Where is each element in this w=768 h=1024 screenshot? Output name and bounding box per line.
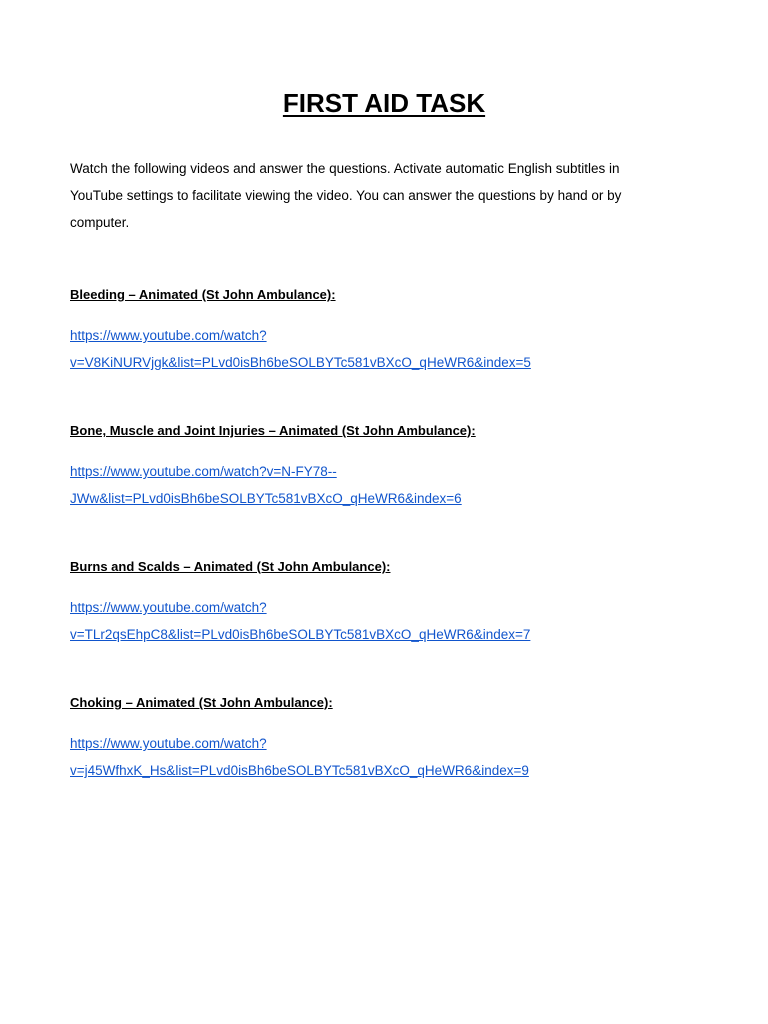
section-heading: Choking – Animated (St John Ambulance):	[70, 695, 333, 710]
page-title: FIRST AID TASK	[282, 88, 486, 118]
section-burns-scalds	[70, 558, 690, 648]
link-line-1[interactable]: https://www.youtube.com/watch?	[70, 600, 267, 615]
video-link-choking[interactable]	[70, 730, 540, 784]
link-line-1[interactable]: https://www.youtube.com/watch?	[70, 736, 267, 751]
section-heading: Bleeding – Animated (St John Ambulance):	[70, 287, 336, 302]
link-line-1[interactable]: https://www.youtube.com/watch?v=N-FY78--	[70, 464, 337, 479]
section-bleeding	[70, 286, 690, 376]
link-line-2[interactable]: v=TLr2qsEhpC8&list=PLvd0isBh6beSOLBYTc581vBXcO_qHeWR6&index=7	[70, 627, 531, 642]
intro-paragraph: Watch the following videos and answer the questions. Activate automatic English subtitles in YouTube settings to facilitate viewing the video. You can answer the questions by hand or by computer.	[70, 161, 622, 230]
section-heading: Bone, Muscle and Joint Injuries – Animated (St John Ambulance):	[70, 423, 476, 438]
link-line-2[interactable]: JWw&list=PLvd0isBh6beSOLBYTc581vBXcO_qHeWR6&index=6	[70, 491, 462, 506]
video-link-bone-muscle-joint[interactable]	[70, 458, 540, 512]
video-link-burns-scalds[interactable]	[70, 594, 540, 648]
link-line-2[interactable]: v=j45WfhxK_Hs&list=PLvd0isBh6beSOLBYTc581vBXcO_qHeWR6&index=9	[70, 763, 529, 778]
section-heading: Burns and Scalds – Animated (St John Ambulance):	[70, 559, 391, 574]
link-line-1[interactable]: https://www.youtube.com/watch?	[70, 328, 267, 343]
section-choking	[70, 694, 690, 784]
link-line-2[interactable]: v=V8KiNURVjgk&list=PLvd0isBh6beSOLBYTc581vBXcO_qHeWR6&index=5	[70, 355, 531, 370]
section-bone-muscle-joint	[70, 422, 690, 512]
video-link-bleeding[interactable]	[70, 322, 540, 376]
